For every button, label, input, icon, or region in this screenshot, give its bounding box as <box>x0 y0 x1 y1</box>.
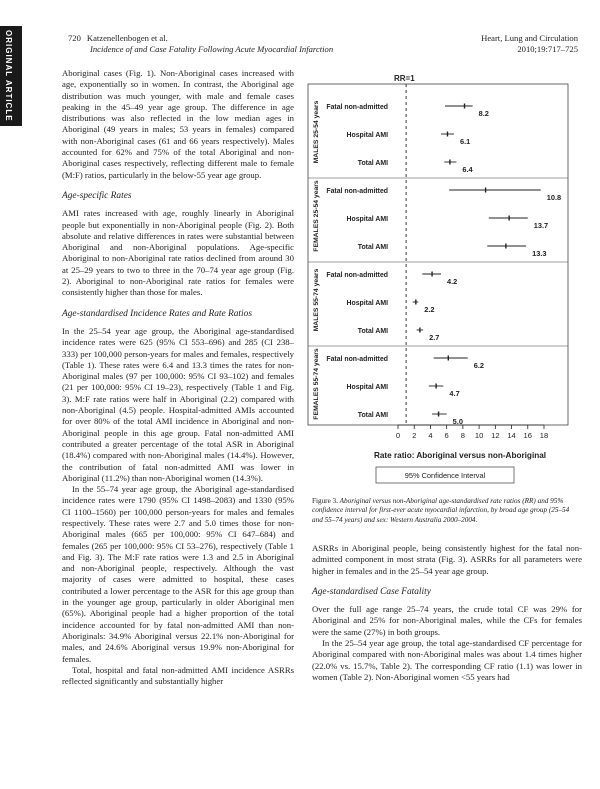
group-label: FEMALES 55-74 years <box>313 348 320 420</box>
value-label: 13.7 <box>533 221 549 230</box>
group-label: MALES 25-54 years <box>313 100 320 164</box>
section-heading-case-fatality: Age-standardised Case Fatality <box>312 586 431 597</box>
row-label: Hospital AMI <box>346 216 388 223</box>
value-label: 4.7 <box>449 389 460 398</box>
page-number: 720 <box>68 33 81 43</box>
value-label: 6.1 <box>459 137 471 146</box>
reference-line-label: RR=1 <box>394 74 415 83</box>
x-tick-label: 14 <box>507 431 516 440</box>
paragraph: Aboriginal cases (Fig. 1). Non-Aboriginal cases increased with age, exponentially so in women. In contrast, the Aboriginal age distribution was much younger, with male and female cases peaking in the 45–49 year age group. The difference in age distributions was also reflected in the low median ages in Aboriginal (49 years in males; 53 years in females) compared with non-Aboriginal cases (61 and 66 years respectively). Males accounted for 62% and 75% of the total Aboriginal and non-Aboriginal cases respectively, reflecting different male to female (M:F) ratios, particularly in the below-55 year age group. <box>62 68 294 180</box>
x-axis-label: Rate ratio: Aboriginal versus non-Aboriginal <box>373 451 547 460</box>
row-label: Fatal non-admitted <box>326 356 388 363</box>
paragraph: In the 25–54 year age group, the total age-standardised CF percentage for Aboriginal compared with non-Aboriginal males was about 1.4 times higher (22.0% vs. 15.7%, Table 2). The corresponding CF ratio (1.1) was lower in women (Table 2). Non-Aboriginal women <55 years had <box>312 638 582 682</box>
row-label: Fatal non-admitted <box>326 104 388 111</box>
row-label: Total AMI <box>357 412 388 419</box>
row-label: Total AMI <box>357 328 388 335</box>
header-title: Incidence of and Case Fatality Following Acute Myocardial Infarction <box>90 44 334 54</box>
value-label: 6.2 <box>473 361 485 370</box>
row-label: Total AMI <box>357 244 388 251</box>
paragraph: In the 25–54 year age group, the Aboriginal age-standardised incidence rates were 625 (95% CI 553–696) and 285 (CI 238–333) per 100,000 person-years for males and females, respectively (Table 1). These rates were 6.4 and 13.3 times the rates for non-Aboriginal males (97 per 100,000: 95% CI 93–102) and females (21 per 100,000: 95% CI 19–23), respectively (Table 1 and Fig. 3). M:F rate ratios were half in Aboriginal (2.2) compared with non-Aboriginal (4.5) people. Hospital-admitted AMIs accounted for over 80% of the total AMI incidence in Aboriginal and non-Aboriginal people in this age group. Fatal non-admitted AMI contributed a greater percentage of the total ASR in Aboriginal (18.4%) compared with non-Aboriginal males (14.4%). However, the contribution of fatal non-admitted AMI was lower in Aboriginal (11.2%) than non-Aboriginal women (14.3%). <box>62 325 294 483</box>
x-tick-label: 4 <box>428 431 433 440</box>
row-label: Fatal non-admitted <box>326 188 388 195</box>
row-label: Total AMI <box>357 160 388 167</box>
value-label: 4.2 <box>446 277 458 286</box>
value-label: 2.7 <box>429 333 440 342</box>
side-tab <box>0 26 22 126</box>
paragraph: Total, hospital and fatal non-admitted AMI incidence ASRRs reflected significantly and substantially higher <box>62 664 294 687</box>
x-tick-label: 16 <box>523 431 533 440</box>
running-header-left <box>68 33 333 55</box>
group-label: FEMALES 25-54 years <box>313 180 320 252</box>
value-label: 8.2 <box>478 109 489 118</box>
figure-label: Figure 3. <box>312 497 338 505</box>
x-tick-label: 18 <box>539 431 549 440</box>
x-tick-label: 10 <box>474 431 484 440</box>
value-label: 10.8 <box>546 193 562 202</box>
legend-label: 95% Confidence Interval <box>404 471 486 480</box>
row-label: Hospital AMI <box>346 384 388 391</box>
x-tick-label: 12 <box>491 431 500 440</box>
group-label: MALES 55-74 years <box>313 268 320 332</box>
paragraph: ASRRs in Aboriginal people, being consistently highest for the fatal non-admitted component in most strata (Fig. 3). ASRRs for all parameters were higher in females and in the 25–54 year age group. <box>312 543 582 576</box>
x-tick-label: 8 <box>460 431 466 440</box>
value-label: 2.2 <box>424 305 435 314</box>
section-heading-age-specific: Age-specific Rates <box>62 190 132 201</box>
row-label: Fatal non-admitted <box>326 272 388 279</box>
forest-plot <box>306 70 586 490</box>
x-tick-label: 0 <box>395 431 401 440</box>
header-journal: Heart, Lung and Circulation <box>481 33 578 43</box>
row-label: Hospital AMI <box>346 132 388 139</box>
paragraph: In the 55–74 year age group, the Aboriginal age-standardised incidence rates were 1790 (95% CI 1498–2083) and 1330 (95% CI 1100–1560) per 100,000 person-years for males and females respectively. These rates were 2.7 and 5.0 times those for non-Aboriginal males (665 per 100,000: 95% CI 647–684) and females (265 per 100,000: 95% CI 53–276), respectively (Table 1 and Fig. 3). The M:F rate ratios were 1.3 and 2.5 in Aboriginal and non-Aboriginal people, respectively. Although the vast majority of cases were admitted to hospital, these cases contributed a lower percentage to the ASR for this age group than in the younger age group, particularly in older Aboriginal men (65%). Aboriginal people had a higher proportion of the total incidence accounted for by fatal non-admitted AMI than non-Aboriginals: 34.9% Aboriginal versus 22.1% non-Aboriginal for males, and 24.6% Aboriginal versus 19.9% non-Aboriginal for females. <box>62 484 294 664</box>
header-authors: Katzenellenbogen et al. <box>86 33 168 43</box>
header-citation: 2010;19:717–725 <box>517 44 578 54</box>
row-label: Hospital AMI <box>346 300 388 307</box>
value-label: 13.3 <box>532 249 547 258</box>
side-tab-label: ORIGINAL ARTICLE <box>4 30 13 122</box>
paragraph: Over the full age range 25–74 years, the crude total CF was 29% for Aboriginal and 25% for non-Aboriginal males, while the CFs for females were the same (27%) in both groups. <box>312 604 582 637</box>
section-heading-age-standardised: Age-standardised Incidence Rates and Rate Ratios <box>62 308 252 319</box>
value-label: 5.0 <box>452 417 463 426</box>
value-label: 6.4 <box>462 165 473 174</box>
paragraph: AMI rates increased with age, roughly linearly in Aboriginal people but exponentially in non-Aboriginal people (Fig. 2). Both absolute and relative differences in rates were substantial between Aboriginal and non-Aboriginal populations. Age-specific Aboriginal to non-Aboriginal rate ratios declined from around 30 at 25–29 years to two to three in the 70–74 year age group (Fig. 2). Aboriginal to non-Aboriginal rate ratios for females were consistently higher than those for males. <box>62 208 294 298</box>
x-tick-label: 2 <box>412 431 417 440</box>
x-tick-label: 6 <box>444 431 449 440</box>
caption-text: Aboriginal versus non-Aboriginal age-standardised rate ratios (RR) and 95% confidence interval for first-ever acute myocardial infarction, by broad age group (25–54 and 55–74 years) and sex: Western Australia 2000–2004. <box>312 497 570 524</box>
figure-caption <box>312 497 580 525</box>
right-column <box>312 543 582 683</box>
running-header-right <box>481 33 578 55</box>
left-column <box>62 68 294 687</box>
